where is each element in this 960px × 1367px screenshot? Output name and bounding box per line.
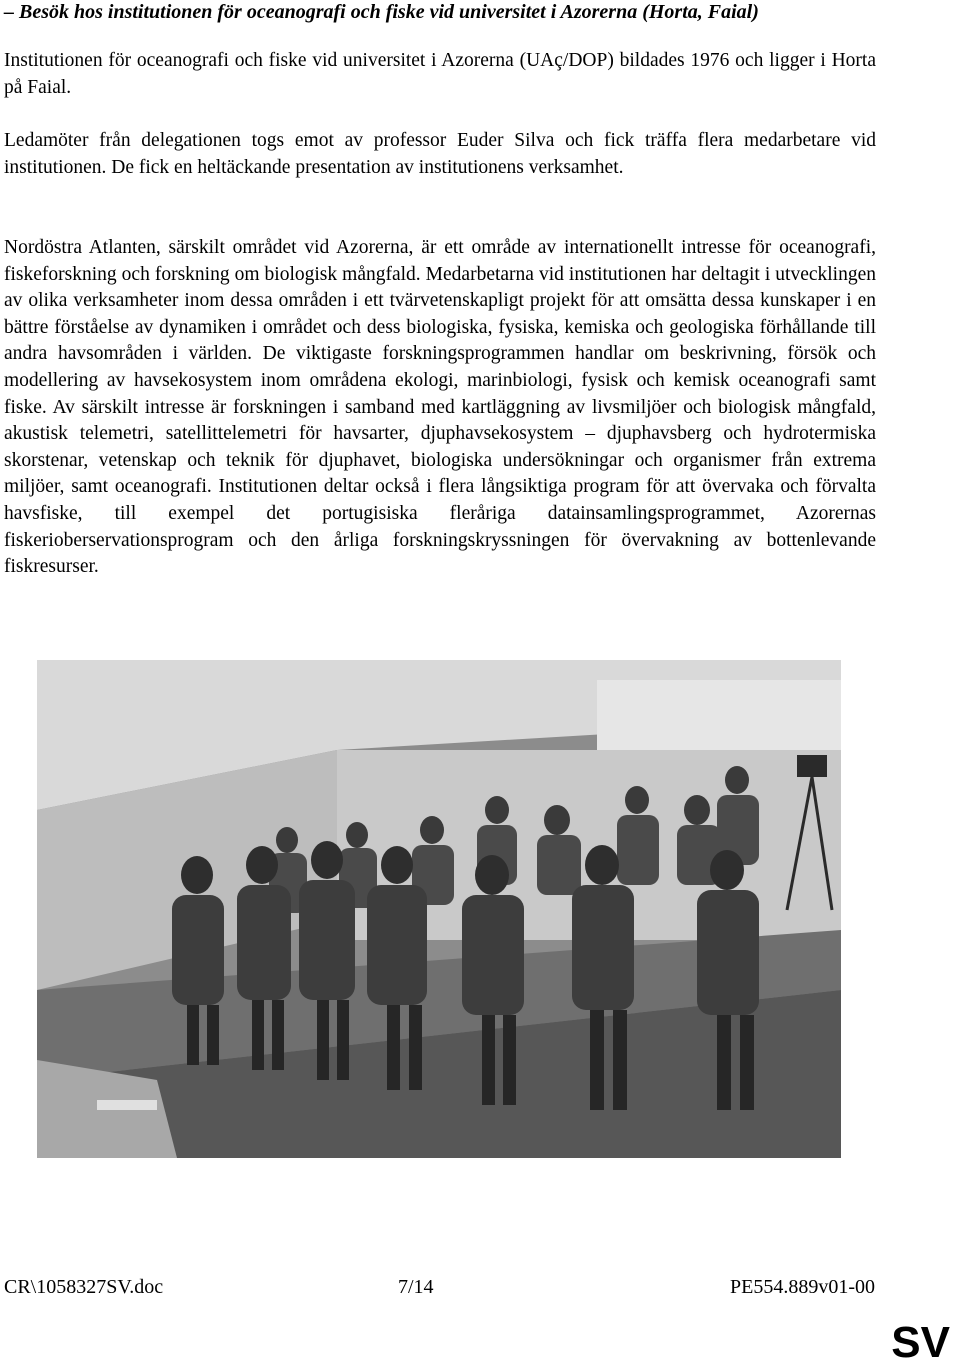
pe-reference: PE554.889v01-00 — [730, 1276, 875, 1298]
document-reference: CR\1058327SV.doc — [4, 1276, 164, 1298]
paragraph-intro: Institutionen för oceanografi och fiske vid universitet i Azorerna (UAç/DOP) bildades 1976 och ligger i Horta på Faial. — [4, 50, 876, 98]
meeting-photo — [37, 660, 841, 1158]
page-number: 7/14 — [398, 1276, 434, 1298]
language-code: SV — [891, 1318, 950, 1367]
page-footer — [0, 1274, 960, 1300]
section-heading: – Besök hos institutionen för oceanografi och fiske vid universitet i Azorerna (Horta, Faial) — [4, 1, 759, 23]
paragraph-delegation: Ledamöter från delegationen togs emot av professor Euder Silva och fick träffa flera medarbetare vid institutionen. De fick en heltäckande presentation av institutionens verksamhet. — [4, 130, 876, 178]
paragraph-research: Nordöstra Atlanten, särskilt området vid Azorerna, är ett område av internationellt intresse för oceanografi, fiskeforskning och forskning om biologisk mångfald. Medarbetarna vid institutionen har deltagit i utvecklingen av olika verksamheter inom dessa områden i ett tvärvetenskapligt projekt för att omsätta dessa kunskaper i en bättre förståelse av dynamiken i området och dess biologiska, fysiska, kemiska och geologiska förhållande till andra havsområden i världen. De viktigaste forskningsprogrammen handlar om beskrivning, försök och modellering av havsekosystem inom områdena ekologi, marinbiologi, fysisk och kemisk oceanografi samt fiske. Av särskilt intresse är forskningen i samband med kartläggning av livsmiljöer och biologisk mångfald, akustisk telemetri, satellittelemetri för havsarter, djuphavsekosystem – djuphavsberg och hydrotermiska skorstenar, vetenskap och teknik för djuphavet, biologiska undersökningar och organismer från extrema miljöer, samt oceanografi. Institutionen deltar också i flera långsiktiga program för att övervaka och förvalta havsfiske, till exempel det portugisiska fleråriga datainsamlingsprogrammet, Azorernas fiskerioberservationsprogram och den årliga forskningskryssningen för övervakning av bottenlevande fiskresurser. — [4, 237, 876, 578]
